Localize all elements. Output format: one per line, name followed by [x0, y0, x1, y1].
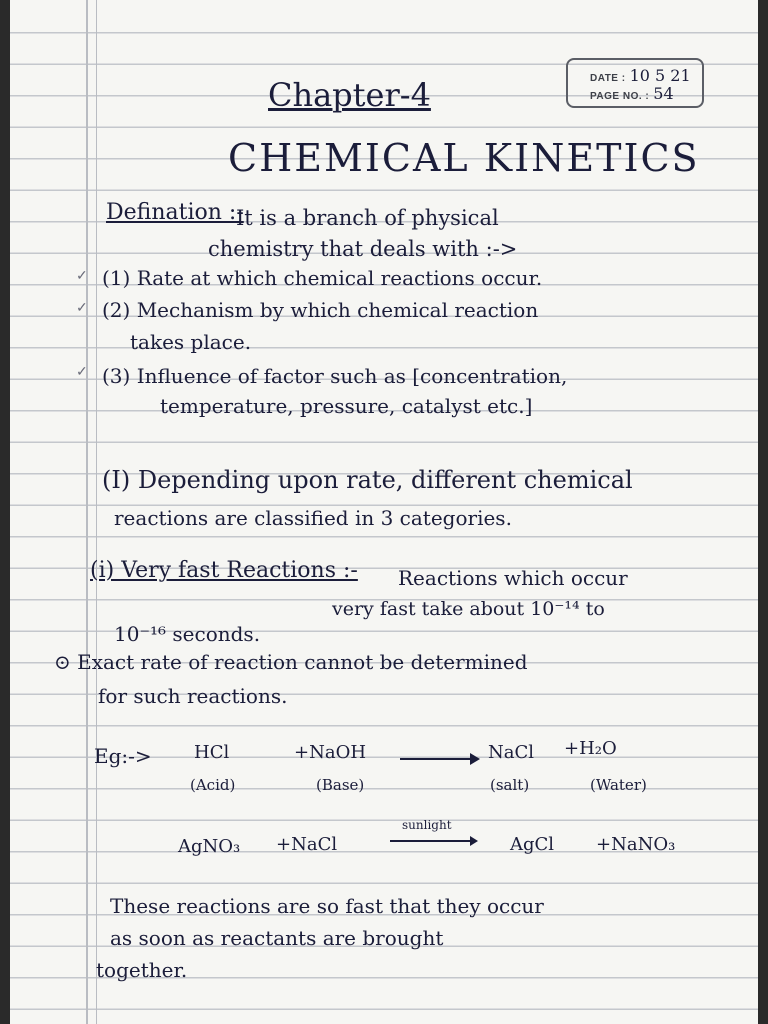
- check-mark-icon: ✓: [76, 364, 88, 380]
- section-I-line1: (I) Depending upon rate, different chemical: [102, 466, 633, 494]
- page-value: 54: [653, 84, 674, 103]
- label-salt: (salt): [490, 776, 530, 794]
- reaction-condition: sunlight: [402, 818, 452, 832]
- reactant-hcl: HCl: [194, 742, 230, 763]
- very-fast-line1: Reactions which occur: [398, 566, 628, 590]
- definition-text-line2: chemistry that deals with :->: [208, 237, 518, 261]
- margin-line-secondary: [96, 0, 97, 1024]
- very-fast-line3: 10⁻¹⁶ seconds.: [114, 622, 261, 646]
- reaction-arrow-icon: [390, 840, 476, 842]
- label-acid: (Acid): [190, 776, 236, 794]
- date-page-stamp: [566, 58, 704, 108]
- note-line2: for such reactions.: [98, 684, 288, 708]
- conclusion-line3: together.: [96, 958, 188, 982]
- definition-label: Defination :-: [106, 200, 244, 225]
- definition-point-1: (1) Rate at which chemical reactions occur.: [102, 266, 543, 290]
- example-label: Eg:->: [94, 744, 152, 768]
- date-value: 10 5 21: [629, 66, 691, 85]
- date-label: DATE :: [590, 73, 626, 84]
- section-I-line2: reactions are classified in 3 categories.: [114, 506, 512, 530]
- check-mark-icon: ✓: [76, 300, 88, 316]
- very-fast-label: (i) Very fast Reactions :-: [90, 558, 358, 583]
- product-h2o: +H₂O: [564, 738, 617, 759]
- conclusion-line2: as soon as reactants are brought: [110, 926, 444, 950]
- definition-point-2: (2) Mechanism by which chemical reaction: [102, 298, 539, 322]
- definition-text-line1: It is a branch of physical: [236, 206, 499, 230]
- page-row: [590, 84, 674, 103]
- conclusion-line1: These reactions are so fast that they occur: [110, 894, 544, 918]
- date-row: [590, 66, 691, 85]
- page-label: PAGE NO. :: [590, 91, 650, 102]
- product-agcl: AgCl: [510, 834, 555, 855]
- product-nano3: +NaNO₃: [596, 834, 676, 855]
- very-fast-line2: very fast take about 10⁻¹⁴ to: [332, 598, 605, 620]
- reaction-arrow-icon: [400, 758, 478, 760]
- definition-point-2-cont: takes place.: [130, 330, 252, 354]
- chapter-heading: Chapter-4: [268, 76, 431, 114]
- reactant-agno3: AgNO₃: [178, 836, 241, 857]
- reactant-naoh: +NaOH: [294, 742, 367, 763]
- check-mark-icon: ✓: [76, 268, 88, 284]
- definition-point-3-cont: temperature, pressure, catalyst etc.]: [160, 394, 533, 418]
- note-line1: ⊙ Exact rate of reaction cannot be determined: [54, 650, 528, 674]
- page-title: CHEMICAL KINETICS: [228, 136, 700, 180]
- label-base: (Base): [316, 776, 365, 794]
- product-nacl: NaCl: [488, 742, 535, 763]
- definition-point-3: (3) Influence of factor such as [concentration,: [102, 364, 568, 388]
- label-water: (Water): [590, 776, 647, 794]
- reactant-nacl: +NaCl: [276, 834, 338, 855]
- margin-line: [86, 0, 88, 1024]
- notebook-page: [10, 0, 758, 1024]
